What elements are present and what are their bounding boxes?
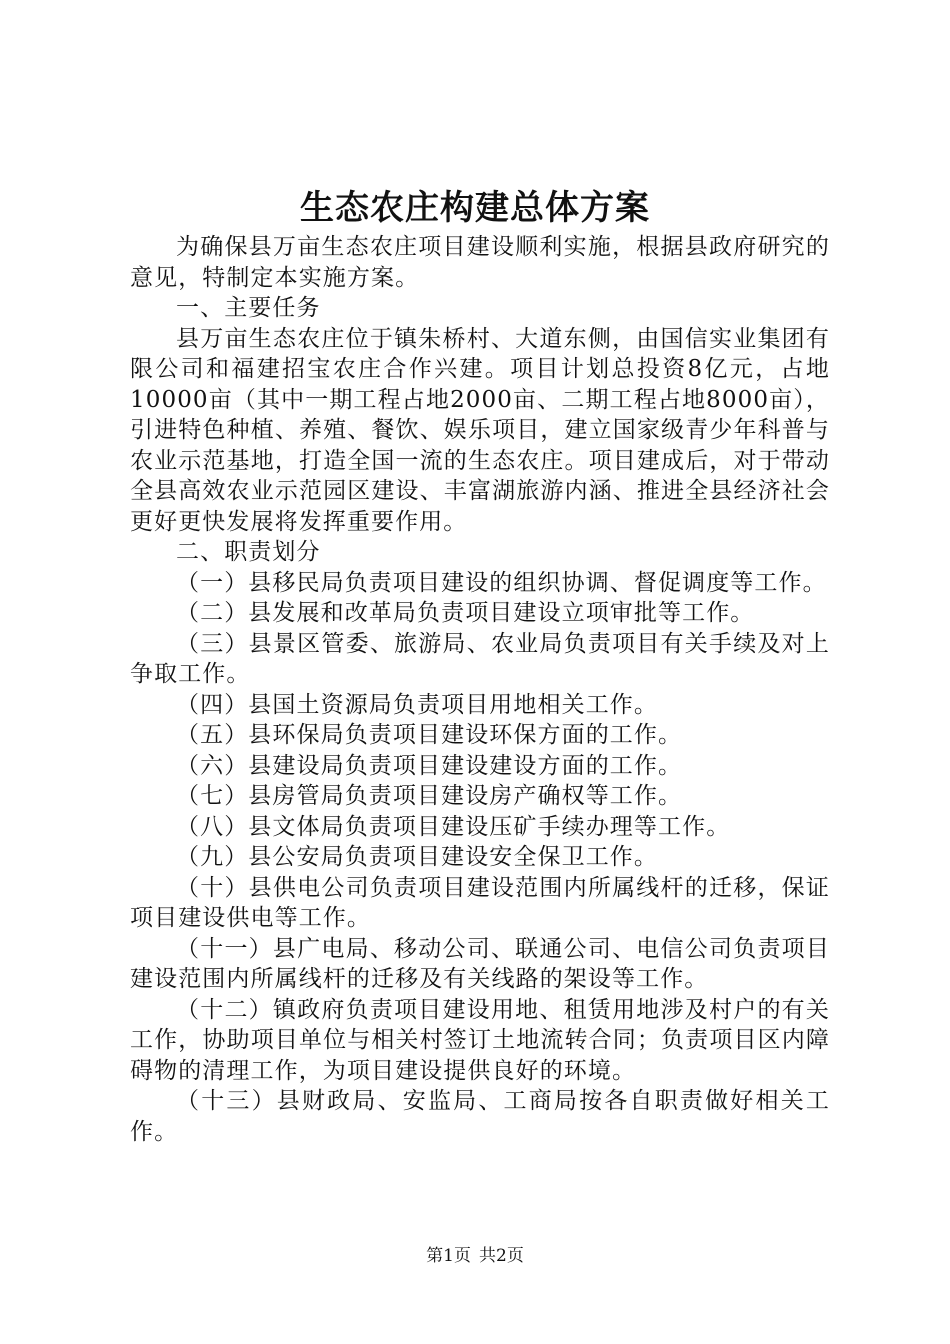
document-title: 生态农庄构建总体方案 — [300, 188, 650, 228]
responsibility-item: （九）县公安局负责项目建设安全保卫工作。 — [176, 844, 658, 870]
responsibility-item: （十三）县财政局、安监局、工商局按各自职责做好相关工作。 — [130, 1088, 830, 1145]
responsibility-item: （十）县供电公司负责项目建设范围内所属线杆的迁移，保证项目建设供电等工作。 — [130, 874, 830, 931]
responsibility-item: （十二）镇政府负责项目建设用地、租赁用地涉及村户的有关工作，协助项目单位与相关村签订土地流转合同；负责项目区内障碍物的清理工作，为项目建设提供良好的环境。 — [130, 996, 830, 1084]
responsibility-item: （六）县建设局负责项目建设建设方面的工作。 — [176, 752, 683, 779]
responsibility-item: （三）县景区管委、旅游局、农业局负责项目有关手续及对上争取工作。 — [130, 630, 830, 687]
responsibility-item: （八）县文体局负责项目建设压矿手续办理等工作。 — [176, 813, 731, 840]
page-number: 第1页 — [426, 1246, 471, 1266]
section-heading-main-tasks: 一、主要任务 — [176, 295, 321, 321]
responsibility-item: （一）县移民局负责项目建设的组织协调、督促调度等工作。 — [176, 569, 827, 596]
responsibility-item: （十一）县广电局、移动公司、联通公司、电信公司负责项目建设范围内所属线杆的迁移及有关线路的架设等工作。 — [130, 935, 830, 992]
paragraph-project-overview: 县万亩生态农庄位于镇朱桥村、大道东侧，由国信实业集团有限公司和福建招宝农庄合作兴建。项目计划总投资8亿元，占地10000亩（其中一期工程占地2000亩、二期工程占地8000亩），引进特色种植、养殖、餐饮、娱乐项目，建立国家级青少年科普与农业示范基地，打造全国一流的生态农庄。项目建成后，对于带动全县高效农业示范园区建设、丰富湖旅游内涵、推进全县经济社会更好更快发展将发挥重要作用。 — [130, 325, 830, 535]
document-body — [130, 232, 830, 1147]
page-total: 共2页 — [479, 1246, 524, 1266]
paragraph-intro: 为确保县万亩生态农庄项目建设顺利实施，根据县政府研究的意见，特制定本实施方案。 — [130, 234, 830, 291]
page-footer — [0, 1244, 950, 1268]
section-heading-responsibilities: 二、职责划分 — [176, 539, 321, 565]
responsibility-item: （二）县发展和改革局负责项目建设立项审批等工作。 — [176, 600, 755, 626]
responsibility-item: （七）县房管局负责项目建设房产确权等工作。 — [176, 783, 683, 809]
responsibility-item: （五）县环保局负责项目建设环保方面的工作。 — [176, 722, 683, 748]
responsibility-item: （四）县国土资源局负责项目用地相关工作。 — [176, 691, 658, 718]
